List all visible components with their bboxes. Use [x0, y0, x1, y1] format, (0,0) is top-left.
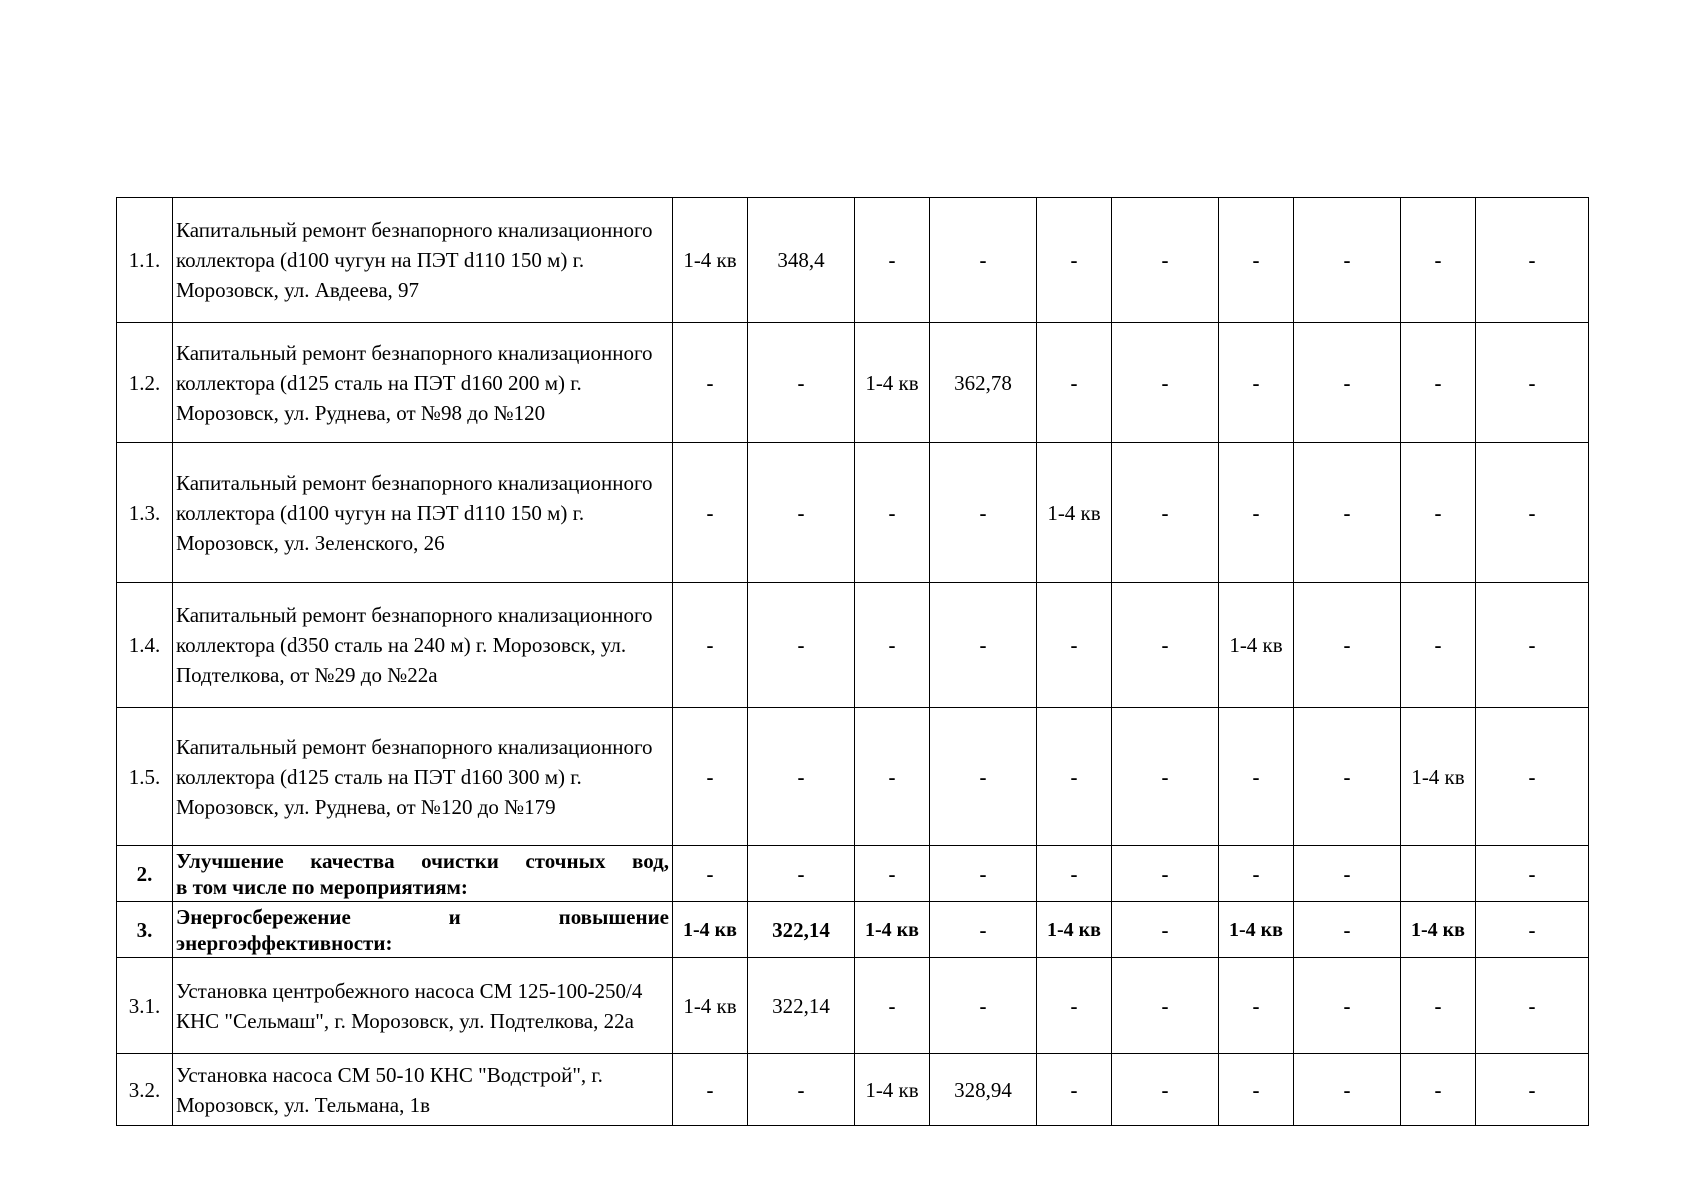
row-number: 1.3.: [117, 443, 173, 583]
cell: -: [1219, 443, 1294, 583]
cell: -: [1294, 708, 1401, 846]
cell: -: [1401, 443, 1476, 583]
table-row: [117, 323, 1589, 443]
cell: 328,94: [930, 1054, 1037, 1126]
section-row: [117, 846, 1589, 902]
cell: -: [855, 583, 930, 708]
row-number: 3.2.: [117, 1054, 173, 1126]
cell: -: [1476, 323, 1589, 443]
cell: 322,14: [748, 902, 855, 958]
cell: 322,14: [748, 958, 855, 1054]
cell: -: [1476, 443, 1589, 583]
cell: -: [930, 443, 1037, 583]
cell: -: [1401, 323, 1476, 443]
cell: 348,4: [748, 198, 855, 323]
cell: -: [1112, 1054, 1219, 1126]
section-title-line: энергоэффективности:: [176, 930, 393, 955]
cell: -: [748, 1054, 855, 1126]
cell: -: [1401, 583, 1476, 708]
cell: -: [673, 323, 748, 443]
cell: -: [1401, 198, 1476, 323]
table-row: [117, 583, 1589, 708]
cell: 1-4 кв: [1219, 583, 1294, 708]
cell: 1-4 кв: [673, 958, 748, 1054]
cell: -: [1037, 958, 1112, 1054]
cell: -: [748, 583, 855, 708]
cell: -: [1476, 846, 1589, 902]
cell: -: [1112, 708, 1219, 846]
cell: 1-4 кв: [1401, 902, 1476, 958]
cell: -: [673, 443, 748, 583]
cell: -: [855, 198, 930, 323]
cell: -: [748, 443, 855, 583]
table-row: [117, 708, 1589, 846]
row-number: 3.: [117, 902, 173, 958]
cell: 1-4 кв: [1037, 443, 1112, 583]
cell: -: [1037, 198, 1112, 323]
cell: 1-4 кв: [855, 323, 930, 443]
table-row: [117, 958, 1589, 1054]
cell: -: [673, 583, 748, 708]
row-description: Капитальный ремонт безнапорного кнализационного коллектора (d100 чугун на ПЭТ d110 150 м) г. Морозовск, ул. Авдеева, 97: [173, 198, 673, 323]
cell: 1-4 кв: [673, 198, 748, 323]
program-table: [116, 197, 1589, 1126]
cell: 1-4 кв: [1401, 708, 1476, 846]
section-title-line: Энергосбережение и повышение: [176, 904, 669, 929]
cell: -: [1401, 958, 1476, 1054]
row-number: 1.1.: [117, 198, 173, 323]
cell: -: [1112, 583, 1219, 708]
cell: -: [1037, 846, 1112, 902]
cell: -: [1112, 902, 1219, 958]
cell: -: [673, 846, 748, 902]
row-description: Капитальный ремонт безнапорного кнализационного коллектора (d350 сталь на 240 м) г. Морозовск, ул. Подтелкова, от №29 до №22а: [173, 583, 673, 708]
cell: -: [1476, 1054, 1589, 1126]
cell: -: [1112, 443, 1219, 583]
cell: -: [1112, 323, 1219, 443]
row-number: 1.5.: [117, 708, 173, 846]
cell: -: [748, 846, 855, 902]
row-description: Капитальный ремонт безнапорного кнализационного коллектора (d125 сталь на ПЭТ d160 300 м) г. Морозовск, ул. Руднева, от №120 до №179: [173, 708, 673, 846]
cell: -: [855, 958, 930, 1054]
cell: -: [1476, 708, 1589, 846]
cell: -: [930, 902, 1037, 958]
cell: -: [1037, 583, 1112, 708]
table-row: [117, 1054, 1589, 1126]
cell: -: [673, 1054, 748, 1126]
cell: -: [1294, 323, 1401, 443]
cell: -: [930, 846, 1037, 902]
cell: -: [1294, 198, 1401, 323]
cell: -: [1037, 323, 1112, 443]
table-row: [117, 198, 1589, 323]
cell: -: [1219, 198, 1294, 323]
cell: -: [1112, 198, 1219, 323]
cell: 1-4 кв: [855, 1054, 930, 1126]
cell: -: [1112, 958, 1219, 1054]
cell: -: [855, 443, 930, 583]
row-number: 3.1.: [117, 958, 173, 1054]
cell: -: [1219, 958, 1294, 1054]
cell: -: [1294, 846, 1401, 902]
cell: 1-4 кв: [673, 902, 748, 958]
cell: -: [930, 583, 1037, 708]
cell: -: [748, 708, 855, 846]
row-description: Капитальный ремонт безнапорного кнализационного коллектора (d100 чугун на ПЭТ d110 150 м) г. Морозовск, ул. Зеленского, 26: [173, 443, 673, 583]
cell: 1-4 кв: [1219, 902, 1294, 958]
cell: -: [930, 958, 1037, 1054]
cell: -: [1219, 1054, 1294, 1126]
cell: 362,78: [930, 323, 1037, 443]
section-title-line: Улучшение качества очистки сточных вод,: [176, 848, 669, 873]
cell: [1401, 846, 1476, 902]
cell: 1-4 кв: [1037, 902, 1112, 958]
cell: -: [673, 708, 748, 846]
row-number: 1.2.: [117, 323, 173, 443]
cell: -: [1219, 708, 1294, 846]
cell: -: [1219, 323, 1294, 443]
cell: -: [855, 846, 930, 902]
cell: -: [1219, 846, 1294, 902]
row-description: Капитальный ремонт безнапорного кнализационного коллектора (d125 сталь на ПЭТ d160 200 м) г. Морозовск, ул. Руднева, от №98 до №120: [173, 323, 673, 443]
row-description: [173, 846, 673, 902]
row-description: [173, 902, 673, 958]
cell: -: [1476, 198, 1589, 323]
cell: -: [1294, 902, 1401, 958]
cell: -: [1294, 443, 1401, 583]
row-description: Установка центробежного насоса СМ 125-100-250/4 КНС "Сельмаш", г. Морозовск, ул. Подтелкова, 22а: [173, 958, 673, 1054]
cell: -: [1112, 846, 1219, 902]
cell: -: [1037, 1054, 1112, 1126]
row-description: Установка насоса СМ 50-10 КНС "Водстрой", г. Морозовск, ул. Тельмана, 1в: [173, 1054, 673, 1126]
cell: 1-4 кв: [855, 902, 930, 958]
cell: -: [1476, 583, 1589, 708]
cell: -: [1476, 958, 1589, 1054]
cell: -: [1294, 958, 1401, 1054]
cell: -: [930, 198, 1037, 323]
table-row: [117, 443, 1589, 583]
cell: -: [1294, 1054, 1401, 1126]
cell: -: [1401, 1054, 1476, 1126]
row-number: 2.: [117, 846, 173, 902]
cell: -: [930, 708, 1037, 846]
cell: -: [1476, 902, 1589, 958]
row-number: 1.4.: [117, 583, 173, 708]
cell: -: [855, 708, 930, 846]
section-title-line: в том числе по мероприятиям:: [176, 874, 468, 899]
cell: -: [748, 323, 855, 443]
section-row: [117, 902, 1589, 958]
cell: -: [1037, 708, 1112, 846]
cell: -: [1294, 583, 1401, 708]
